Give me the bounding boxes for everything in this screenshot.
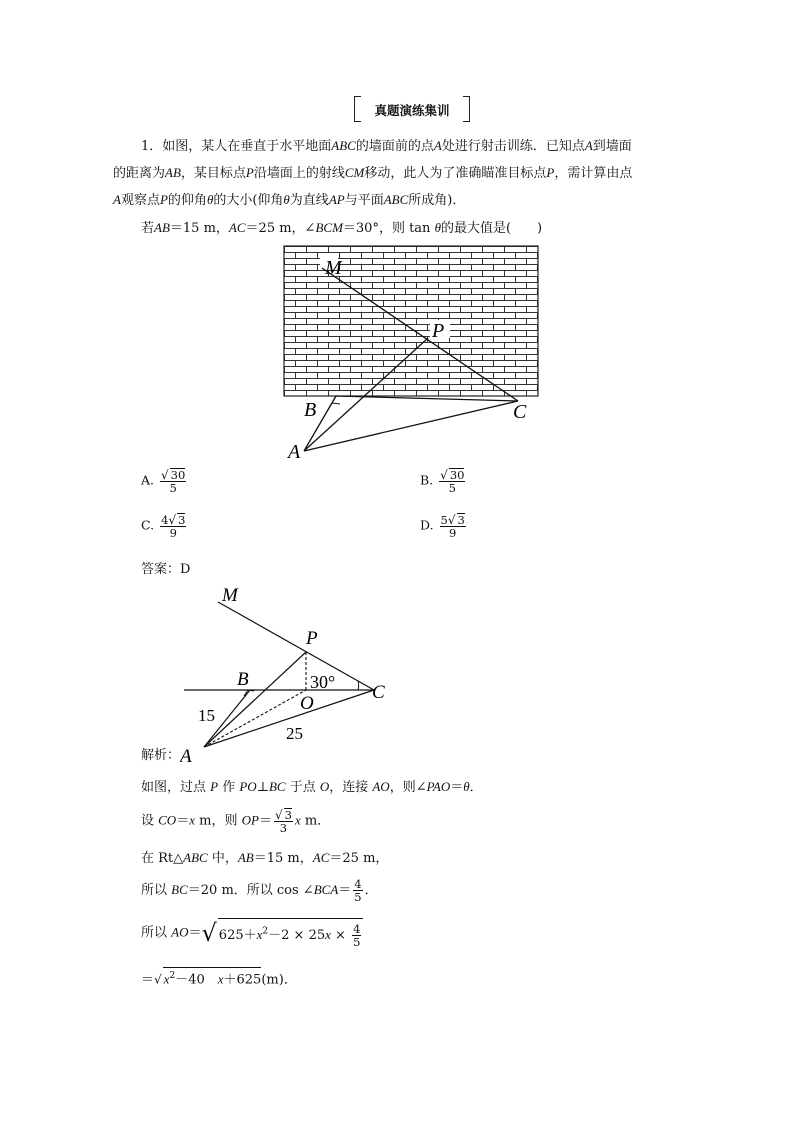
text: 如图，过点 (141, 780, 211, 795)
text: ⊥ (256, 780, 269, 795)
text: ＝25 m， (329, 851, 389, 866)
text: ＝ (338, 883, 352, 898)
text: 的距离为 (113, 166, 166, 181)
text: ＝ (176, 813, 190, 829)
text: 的大小(仰角 (213, 193, 284, 208)
math: A (584, 138, 593, 153)
text: × (330, 928, 351, 943)
text: 所以 (141, 925, 172, 941)
problem-line-2 (113, 165, 632, 182)
denominator: 5 (448, 481, 456, 495)
text: 若 (141, 221, 155, 236)
exponent: 2 (169, 971, 176, 981)
exponent: 2 (262, 926, 269, 937)
radicand: 30 (449, 468, 465, 482)
text: 沿墙面上的射线 (253, 166, 345, 181)
coefficient: 4 (161, 513, 169, 527)
math: CO (158, 812, 177, 828)
analysis-line-4 (141, 878, 378, 903)
math: P (210, 779, 219, 794)
text: ，某目标点 (180, 166, 246, 181)
option-d[interactable] (420, 513, 468, 539)
option-label: D. (420, 517, 434, 533)
text: 所以 (141, 883, 172, 898)
math: BC (268, 779, 286, 794)
math: x (294, 812, 301, 828)
denominator: 9 (449, 526, 457, 540)
analysis-line-5 (141, 918, 363, 948)
analysis-line-6 (141, 967, 297, 988)
text: 所成角)． (408, 193, 466, 208)
text: ＝30°，则 tan (342, 221, 435, 236)
numerator: 4 (353, 922, 361, 936)
fraction: $\frac{√ 3}{3}$ (274, 808, 292, 835)
math: θ (206, 192, 214, 207)
math: θ (283, 192, 290, 207)
math: PO (239, 779, 257, 794)
math: AB (165, 165, 181, 180)
fraction (353, 878, 362, 903)
label-b: B (237, 669, 249, 690)
text: ＝25 m，∠ (245, 221, 316, 236)
math: x (217, 971, 224, 987)
text: ． (469, 780, 483, 795)
text: 如图，某人在垂直于水平地面 (162, 139, 332, 154)
option-label: A. (141, 472, 155, 488)
fraction: $\frac{√ 30}{5}$ (440, 468, 465, 495)
math: AB (237, 850, 254, 865)
segment-ac (304, 401, 518, 451)
math: AP (328, 192, 345, 207)
answer: 答案：D (141, 562, 191, 577)
denominator: 3 (279, 821, 288, 835)
text: 为直线 (289, 193, 329, 208)
radicand: 3 (178, 513, 186, 527)
analysis-line-1 (141, 779, 483, 796)
label-m: M (325, 257, 342, 279)
text: 与平面 (344, 193, 384, 208)
text: m． (300, 813, 331, 829)
label-a: A (288, 441, 301, 463)
length-ac: 25 (286, 724, 303, 743)
math: AO (372, 779, 390, 794)
math: BCM (315, 220, 343, 235)
right-bracket (463, 96, 470, 122)
math: P (159, 192, 168, 207)
text: ＝ (141, 972, 155, 988)
text: 625＋ (218, 928, 257, 943)
label-c: C (372, 682, 385, 703)
text: －2 × 25 (268, 928, 326, 943)
math: OP (241, 812, 259, 828)
label-p: P (306, 628, 318, 649)
math: P (546, 165, 555, 180)
label-o: O (300, 693, 314, 714)
option-b[interactable] (420, 468, 467, 494)
text: 移动，此人为了准确瞄准目标点 (364, 166, 547, 181)
math: AC (312, 850, 330, 865)
text: 的墙面前的点 (355, 139, 434, 154)
math: AB (154, 220, 170, 235)
text: 到墙面 (592, 139, 632, 154)
right-angle-mark (328, 403, 340, 410)
math: x (325, 927, 331, 942)
radicand: 3 (457, 513, 465, 527)
text: ＝15 m， (169, 221, 229, 236)
numerator: 4 (354, 877, 362, 891)
radicand: 3 (284, 808, 292, 822)
option-a[interactable] (141, 468, 188, 494)
problem-line-3 (113, 192, 465, 209)
math: ABC (383, 192, 409, 207)
label-p: P (432, 320, 445, 342)
denominator: 9 (169, 526, 177, 540)
angle-label: 30° (310, 672, 336, 692)
text: ＝ (258, 813, 272, 829)
section-title: 真题演练集训 (374, 103, 450, 118)
math: AO (171, 924, 189, 940)
math: ABC (331, 138, 356, 153)
label-a: A (180, 746, 192, 765)
math: BC (171, 882, 188, 897)
angle-arc (358, 681, 359, 690)
denominator: 5 (353, 935, 361, 949)
label-c: C (513, 401, 527, 423)
fraction: $\frac{5√ 3}{9}$ (440, 513, 465, 540)
text: (m)． (261, 972, 297, 988)
text: ＝ (188, 925, 202, 941)
math: θ (434, 220, 441, 235)
text: ，需计算由点 (554, 166, 633, 181)
option-label: C. (141, 517, 155, 533)
radical-sign: √ (201, 919, 217, 947)
math: x (163, 971, 170, 987)
figure-2 (180, 580, 400, 765)
math: x (189, 812, 195, 828)
math: PAO (426, 779, 451, 794)
radical-sign: √ (154, 972, 162, 987)
analysis-line-2 (141, 808, 330, 834)
denominator: 5 (169, 481, 177, 495)
text: 于点 (285, 780, 320, 795)
section-title-box (354, 96, 470, 122)
radicand (218, 918, 364, 948)
text: 作 (218, 780, 240, 795)
math: AC (228, 220, 246, 235)
math: BCA (313, 882, 339, 897)
math: x (256, 927, 263, 942)
problem-line-1 (141, 138, 632, 155)
option-label: B. (420, 472, 434, 488)
text: 在 Rt△ (141, 851, 184, 866)
radicand: 30 (170, 468, 186, 482)
label-m: M (222, 585, 238, 606)
text: －40 (175, 972, 218, 988)
text: ，连接 (329, 780, 373, 795)
math: A (113, 192, 121, 207)
text: ，则∠ (389, 780, 427, 795)
length-ab: 15 (198, 706, 215, 725)
text: 的仰角 (167, 193, 207, 208)
text: ． (364, 883, 378, 898)
math: CM (344, 165, 365, 180)
analysis-label: 解析： (141, 748, 181, 763)
text: 处进行射击训练．已知点 (441, 139, 585, 154)
problem-number: 1． (141, 139, 163, 154)
label-b: B (304, 399, 317, 421)
analysis-line-3 (141, 850, 388, 867)
fraction: $\frac{4√ 3}{9}$ (161, 513, 186, 540)
text: 中， (207, 851, 238, 866)
figure-1 (270, 240, 550, 465)
problem-line-4 (141, 220, 542, 237)
text: 观察点 (120, 193, 160, 208)
math: O (319, 779, 330, 794)
math: θ (463, 779, 470, 794)
fraction (352, 923, 361, 948)
denominator: 5 (354, 890, 362, 904)
text: ＝20 m．所以 cos ∠ (187, 883, 314, 898)
text: ＝ (450, 780, 464, 795)
option-c[interactable] (141, 513, 188, 539)
segment-bc (336, 396, 518, 401)
math: ABC (183, 850, 208, 865)
text: m，则 (195, 813, 242, 829)
fraction: $\frac{√ 30}{5}$ (161, 468, 186, 495)
coefficient: 5 (440, 513, 448, 527)
radicand (163, 967, 262, 988)
text: 的最大值是( ) (440, 221, 543, 236)
text: ＋625 (223, 972, 262, 988)
math: A (433, 138, 442, 153)
math: P (245, 165, 254, 180)
text: 设 (141, 813, 159, 829)
text: ＝15 m， (253, 851, 313, 866)
